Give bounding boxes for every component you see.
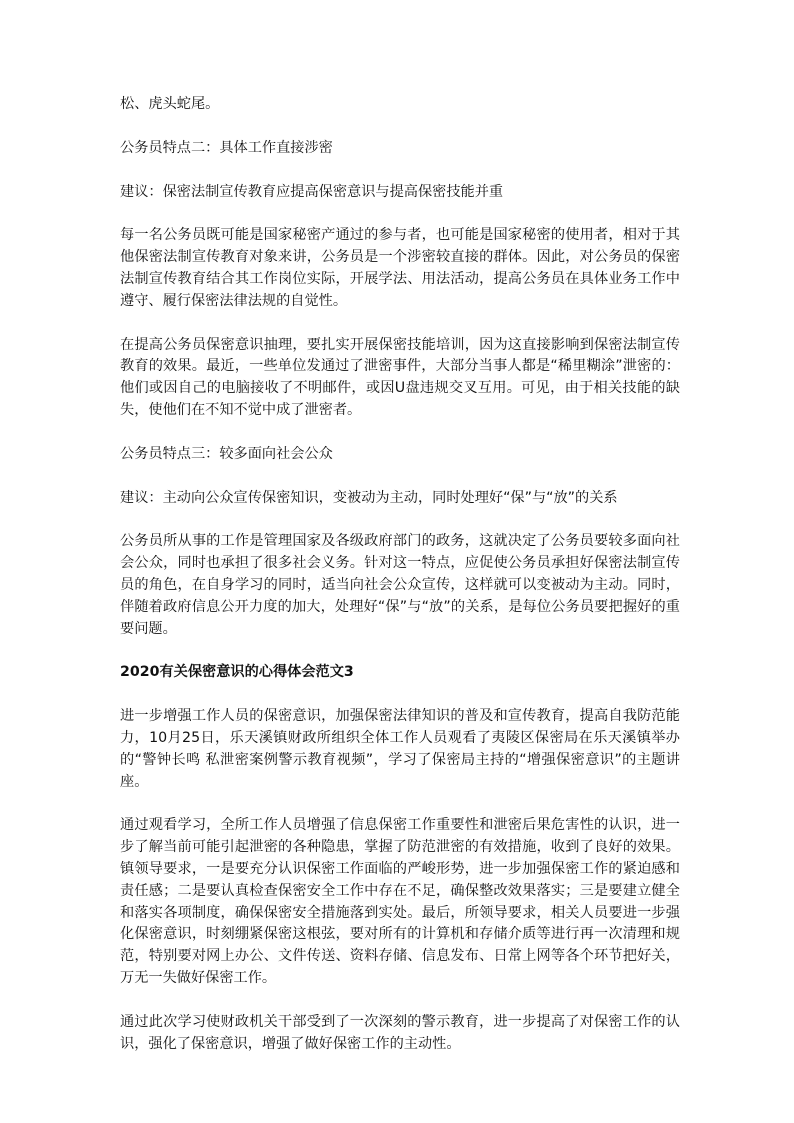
paragraph-feature-three-body: 公务员所从事的工作是管理国家及各级政府部门的政务，这就决定了公务员要较多面向社会公众，同时也承担了很多社会义务。针对这一特点，应促使公务员承担好保密法制宣传员的角色，在自身学习的同时，适当向社会公众宣传，这样就可以变被动为主动。同时，伴随着政府信息公开力度的加大，处理好“保”与“放”的关系，是每位公务员要把握好的重要问题。 <box>120 533 680 637</box>
article-heading-sample-3: 2020有关保密意识的心得体会范文3 <box>120 664 354 681</box>
paragraph-feature-two-body: 每一名公务员既可能是国家秘密产通过的参与者，也可能是国家秘密的使用者，相对于其他保密法制宣传教育对象来讲，公务员是一个涉密较直接的群体。因此，对公务员的保密法制宣传教育结合其工作岗位实际，开展学法、用法活动，提高公务员在具体业务工作中遵守、履行保密法律法规的自觉性。 <box>120 227 680 309</box>
paragraph-1: 松、虎头蛇尾。 <box>120 96 220 112</box>
paragraph-event-intro: 进一步增强工作人员的保密意识，加强保密法律知识的普及和宣传教育，提高自我防范能力，10月25日，乐天溪镇财政所组织全体工作人员观看了夷陵区保密局在乐天溪镇举办的“警钟长鸣 私泄密案例警示教育视频”，学习了保密局主持的“增强保密意识”的主题讲座。 <box>120 708 680 790</box>
paragraph-study-results: 通过观看学习，全所工作人员增强了信息保密工作重要性和泄密后果危害性的认识，进一步了解当前可能引起泄密的各种隐患，掌握了防范泄密的有效措施，收到了良好的效果。镇领导要求，一是要充分认识保密工作面临的严峻形势，进一步加强保密工作的紧迫感和责任感；二是要认真检查保密安全工作中存在不足，确保整改效果落实；三是要建立健全和落实各项制度，确保保密安全措施落到实处。最后，所领导要求，相关人员要进一步强化保密意识，时刻绷紧保密这根弦，要对所有的计算机和存储介质等进行再一次清理和规范，特别要对网上办公、文件传送、资料存储、信息发布、日常上网等各个环节把好关，万无一失做好保密工作。 <box>120 817 680 986</box>
suggestion-three: 建议：主动向公众宣传保密知识，变被动为主动，同时处理好“保”与“放”的关系 <box>120 489 618 506</box>
section-title-feature-three: 公务员特点三：较多面向社会公众 <box>120 445 333 462</box>
document-content <box>120 94 680 1055</box>
section-title-feature-two: 公务员特点二：具体工作直接涉密 <box>120 139 333 156</box>
paragraph-skills-training: 在提高公务员保密意识抽理，要扎实开展保密技能培训，因为这直接影响到保密法制宣传教育的效果。最近，一些单位发通过了泄密事件，大部分当事人都是“稀里糊涂”泄密的：他们或因自己的电脑接收了不明邮件，或因U盘违规交叉互用。可见，由于相关技能的缺失，使他们在不知不觉中成了泄密者。 <box>120 336 680 418</box>
paragraph-conclusion: 通过此次学习使财政机关干部受到了一次深刻的警示教育，进一步提高了对保密工作的认识，强化了保密意识，增强了做好保密工作的主动性。 <box>120 1013 680 1052</box>
suggestion-two: 建议：保密法制宣传教育应提高保密意识与提高保密技能并重 <box>120 183 504 200</box>
